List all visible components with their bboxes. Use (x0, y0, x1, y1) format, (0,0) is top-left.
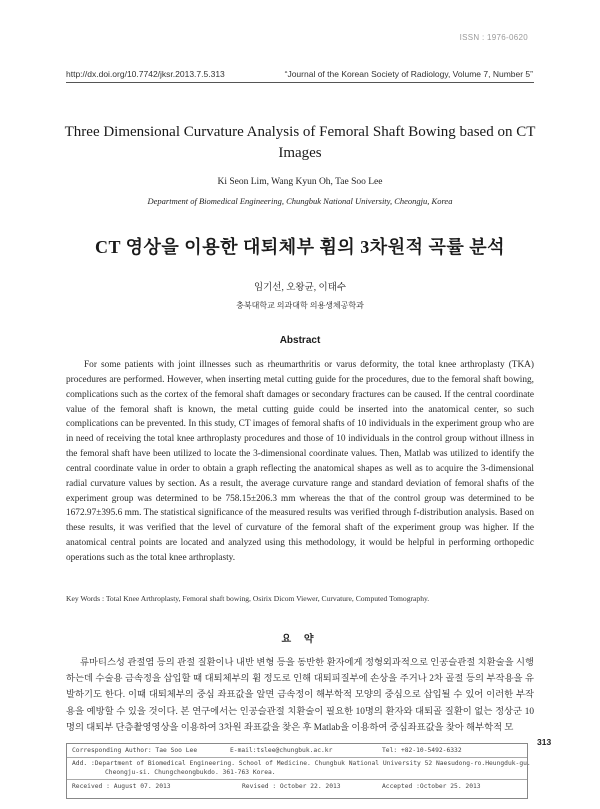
footer-info-box (66, 743, 531, 799)
corresponding-tel: Tel: +82-10-5492-6332 (382, 747, 462, 754)
authors-korean: 임기선, 오왕균, 이태수 (253, 283, 347, 293)
affiliation-korean: 충북대학교 의과대학 의용생체공학과 (236, 301, 364, 310)
korean-summary-body: 류마티스성 관절염 등의 관절 질환이나 내반 변형 등을 동반한 환자에게 정형외과적으로 인공슬관절 치환술을 시행하는데 수술용 금속정을 삽입할 때 대퇴체부의 휨 정도로 인해 대퇴피질부에 손상을 주거나 2차 골절 등의 부작용을 유발하기도 한다. 이때 대퇴체부의 중심 좌표값을 알면 금속정이 해부학적 모양의 중심으로 삽입될 수 있어 이러한 부작용을 예방할 수 있을 것이다. 본 연구에서는 인공슬관절 치환술이 필요한 10명의 환자와 대퇴골 질환이 없는 정상군 10명의 대퇴부 단층촬영영상을 이용하여 3차원 좌표값을 찾은 후 Matlab을 이용하여 중심좌표값을 찾아 해부학적 모 (66, 658, 534, 733)
footer-address-line-1: Add. :Department of Biomedical Engineering. School of Medicine. Chungbuk National University 52 Naesudong-ro.Heungduk-gu. (72, 760, 531, 767)
corresponding-email[interactable]: E-mail:tslee@chungbuk.ac.kr (230, 747, 333, 754)
header-divider (66, 82, 534, 83)
keywords: Key Words : Total Knee Arthroplasty, Femoral shaft bowing, Osirix Dicom Viewer, Curvature, Computed Tomography. (66, 594, 430, 603)
footer-divider (67, 779, 527, 780)
revised-date: Revised : October 22. 2013 (242, 783, 341, 790)
paper-title-english: Three Dimensional Curvature Analysis of Femoral Shaft Bowing based on CT Images (64, 124, 536, 161)
affiliation-english: Department of Biomedical Engineering, Chungbuk National University, Cheongju, Korea (147, 196, 453, 206)
corresponding-author: Corresponding Author: Tae Soo Lee (72, 747, 198, 754)
footer-address-line-2: Cheongju-si. Chungcheongbukdo. 361-763 Korea. (105, 769, 276, 776)
paper-title-korean: CT 영상을 이용한 대퇴체부 휨의 3차원적 곡률 분석 (94, 237, 506, 257)
journal-citation: “Journal of the Korean Society of Radiology, Volume 7, Number 5” (284, 69, 533, 79)
footer-divider (67, 757, 527, 758)
abstract-heading: Abstract (279, 335, 321, 346)
received-date: Received : August 07. 2013 (72, 783, 171, 790)
korean-summary-heading: 요 약 (281, 634, 319, 645)
accepted-date: Accepted :October 25. 2013 (382, 783, 481, 790)
issn-label: ISSN : 1976-0620 (459, 33, 528, 42)
doi-link[interactable]: http://dx.doi.org/10.7742/jksr.2013.7.5.313 (66, 69, 225, 79)
page-number: 313 (537, 737, 552, 747)
authors-english: Ki Seon Lim, Wang Kyun Oh, Tae Soo Lee (217, 177, 383, 187)
abstract-body: For some patients with joint illnesses such as rheumarthritis or varus deformity, the total knee arthroplasty (TKA) procedures are performed. However, when inserting metal cutting guide for the procedures, due to the femoral shaft bowing, complications such as the cortex of the femoral shaft damages or secondary fractures can be caused. If the central coordinate value of the femoral shaft is known, the metal cutting guide could be inserted into the anatomical center, so such complications can be prevented. In this study, CT images of femoral shafts of 10 individuals in the experiment group who are in need of receiving the total knee arthroplasty procedures and those of 10 individuals in the control group without illness in the femoral shaft have been utilized to locate the 3-dimensional coordinate values. Then, Matlab was utilized to identify the central coordinate value in order to obtain a graph reflecting the anatomical shapes as well as to acquire the 3-dimensional radial curvature values by section. As a result, the average curvature range and standard deviation of femoral shafts of the experiment group was determined to be 758.15±206.3 mm whereas the that of the control group was determined to be 1672.97±395.6 mm. The statistical significance of the measured results was verified through f-distribution analysis. Based on these results, it was verified that the level of curvature of the femoral shaft of the experiment group was higher. If the anatomical central points are located and analyzed using this methodology, it would be helpful in performing orthopedic operations such as the total knee arthroplasty. (66, 360, 534, 563)
